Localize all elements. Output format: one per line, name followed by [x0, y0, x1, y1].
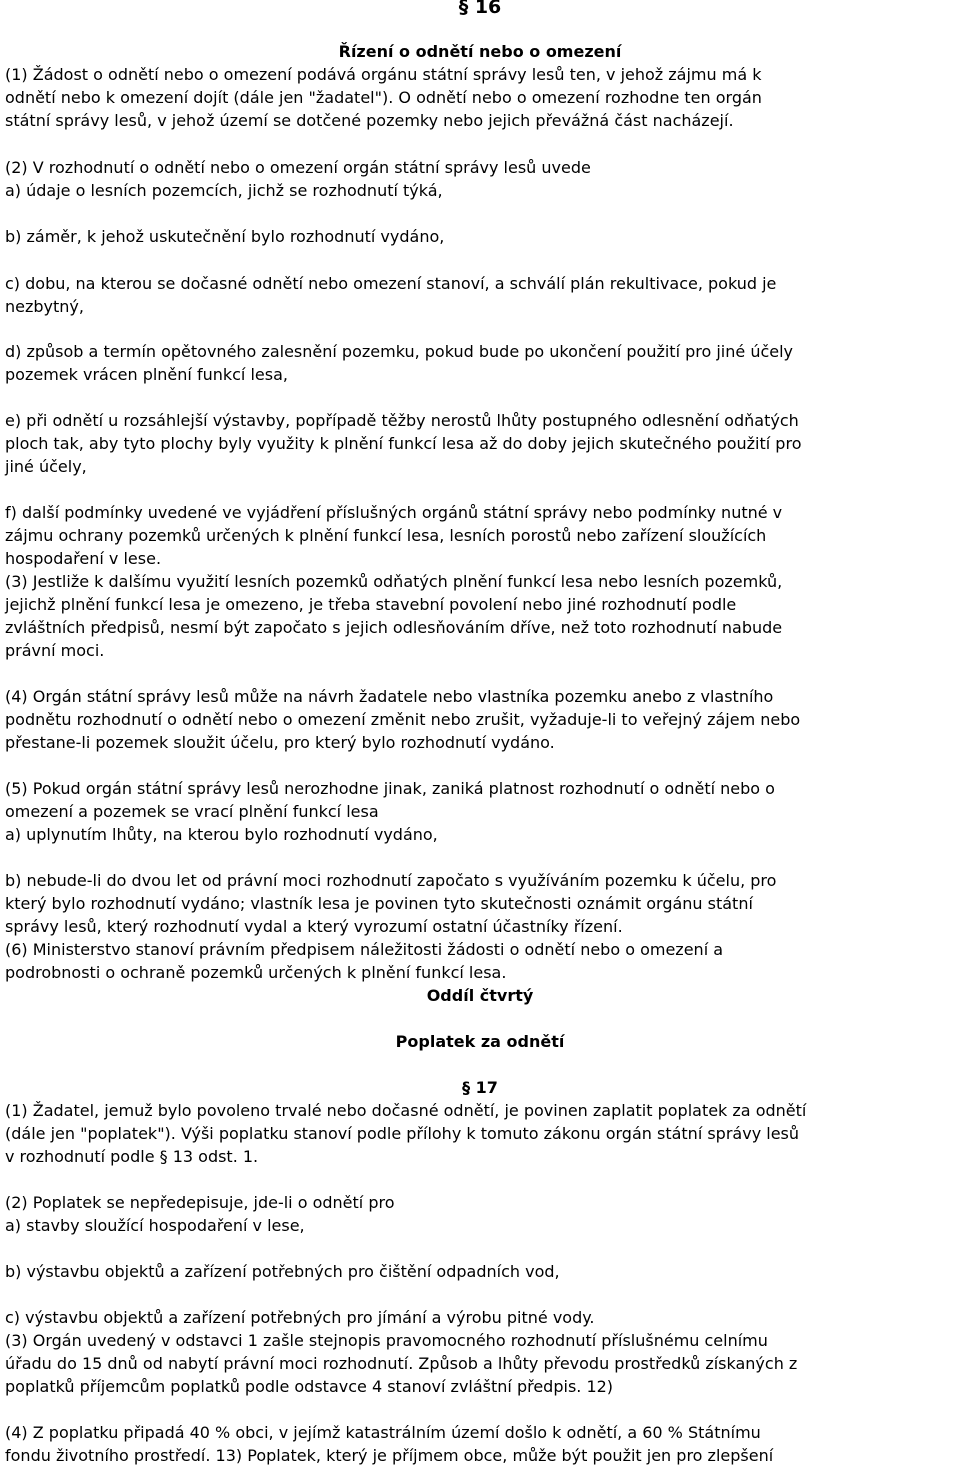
paragraph-line: zvláštních předpisů, nesmí být započato s jejich odlesňováním dříve, než toto rozhodnutí nabude [5, 618, 783, 637]
paragraph-line: (2) V rozhodnutí o odnětí nebo o omezení orgán státní správy lesů uvede [5, 158, 591, 177]
paragraph-line: (4) Orgán státní správy lesů může na návrh žadatele nebo vlastníka pozemku anebo z vlastního [5, 687, 774, 706]
paragraph-line: (5) Pokud orgán státní správy lesů nerozhodne jinak, zaniká platnost rozhodnutí o odnětí nebo o [5, 779, 775, 798]
section-number: § 17 [462, 1078, 498, 1097]
list-item: c) dobu, na kterou se dočasné odnětí nebo omezení stanoví, a schválí plán rekultivace, pokud je [5, 274, 777, 293]
list-item: b) výstavbu objektů a zařízení potřebných pro čištění odpadních vod, [5, 1262, 560, 1281]
paragraph-line: (3) Orgán uvedený v odstavci 1 zašle stejnopis pravomocného rozhodnutí příslušnému celnímu [5, 1331, 768, 1350]
paragraph-line: (2) Poplatek se nepředepisuje, jde-li o odnětí pro [5, 1193, 395, 1212]
list-item: a) uplynutím lhůty, na kterou bylo rozhodnutí vydáno, [5, 825, 438, 844]
paragraph-line: úřadu do 15 dnů od nabytí právní moci rozhodnutí. Způsob a lhůty převodu prostředků získaných z [5, 1354, 798, 1373]
list-item: c) výstavbu objektů a zařízení potřebných pro jímání a výrobu pitné vody. [5, 1308, 595, 1327]
section-heading: Řízení o odnětí nebo o omezení [338, 42, 622, 61]
list-item: který bylo rozhodnutí vydáno; vlastník lesa je povinen tyto skutečnosti oznámit orgánu státní [5, 894, 753, 913]
paragraph-line: omezení a pozemek se vrací plnění funkcí lesa [5, 802, 379, 821]
list-item: e) při odnětí u rozsáhlejší výstavby, popřípadě těžby nerostů lhůty postupného odlesnění odňatých [5, 411, 799, 430]
paragraph-line: jejichž plnění funkcí lesa je omezeno, je třeba stavební povolení nebo jiné rozhodnutí podle [5, 595, 737, 614]
paragraph-line: přestane-li pozemek sloužit účelu, pro který bylo rozhodnutí vydáno. [5, 733, 555, 752]
paragraph-line: poplatků příjemcům poplatků podle odstavce 4 stanoví zvláštní předpis. 12) [5, 1377, 614, 1396]
list-item: ploch tak, aby tyto plochy byly využity k plnění funkcí lesa až do doby jejich skutečného použití pro [5, 434, 802, 453]
section-number: § 16 [458, 0, 502, 18]
list-item: hospodaření v lese. [5, 549, 162, 568]
paragraph-line: právní moci. [5, 641, 105, 660]
list-item: b) nebude-li do dvou let od právní moci rozhodnutí započato s využíváním pozemku k účelu, pro [5, 871, 777, 890]
paragraph-line: podnětu rozhodnutí o odnětí nebo o omezení změnit nebo zrušit, vyžaduje-li to veřejný zájem nebo [5, 710, 801, 729]
paragraph-line: (4) Z poplatku připadá 40 % obci, v jejímž katastrálním území došlo k odnětí, a 60 % Státnímu [5, 1423, 761, 1442]
list-item: správy lesů, který rozhodnutí vydal a který vyrozumí ostatní účastníky řízení. [5, 917, 623, 936]
list-item: jiné účely, [5, 457, 87, 476]
list-item: zájmu ochrany pozemků určených k plnění funkcí lesa, lesních porostů nebo zařízení sloužících [5, 526, 767, 545]
list-item: nezbytný, [5, 297, 84, 316]
paragraph-line: (1) Žadatel, jemuž bylo povoleno trvalé nebo dočasné odnětí, je povinen zaplatit poplatek za odnětí [5, 1101, 807, 1120]
paragraph-line: odnětí nebo k omezení dojít (dále jen "žadatel"). O odnětí nebo o omezení rozhodne ten orgán [5, 88, 762, 107]
paragraph-line: (dále jen "poplatek"). Výši poplatku stanoví podle přílohy k tomuto zákonu orgán státní správy lesů [5, 1124, 800, 1143]
paragraph-line: (6) Ministerstvo stanoví právním předpisem náležitosti žádosti o odnětí nebo o omezení a [5, 940, 724, 959]
part-subtitle: Poplatek za odnětí [395, 1032, 565, 1051]
list-item: pozemek vrácen plnění funkcí lesa, [5, 365, 288, 384]
list-item: b) záměr, k jehož uskutečnění bylo rozhodnutí vydáno, [5, 227, 445, 246]
list-item: d) způsob a termín opětovného zalesnění pozemku, pokud bude po ukončení použití pro jiné účely [5, 342, 794, 361]
paragraph-line: (3) Jestliže k dalšímu využití lesních pozemků odňatých plnění funkcí lesa nebo lesních pozemků, [5, 572, 783, 591]
paragraph-line: podrobnosti o ochraně pozemků určených k plnění funkcí lesa. [5, 963, 507, 982]
list-item: f) další podmínky uvedené ve vyjádření příslušných orgánů státní správy nebo podmínky nutné v [5, 503, 783, 522]
paragraph-line: státní správy lesů, v jehož území se dotčené pozemky nebo jejich převážná část nacházejí. [5, 111, 734, 130]
paragraph-line: v rozhodnutí podle § 13 odst. 1. [5, 1147, 259, 1166]
part-title: Oddíl čtvrtý [426, 986, 534, 1005]
list-item: a) stavby sloužící hospodaření v lese, [5, 1216, 305, 1235]
paragraph-line: fondu životního prostředí. 13) Poplatek, který je příjmem obce, může být použit jen pro zlepšení [5, 1446, 774, 1465]
list-item: a) údaje o lesních pozemcích, jichž se rozhodnutí týká, [5, 181, 443, 200]
paragraph-line: (1) Žádost o odnětí nebo o omezení podává orgánu státní správy lesů ten, v jehož zájmu má k [5, 65, 762, 84]
